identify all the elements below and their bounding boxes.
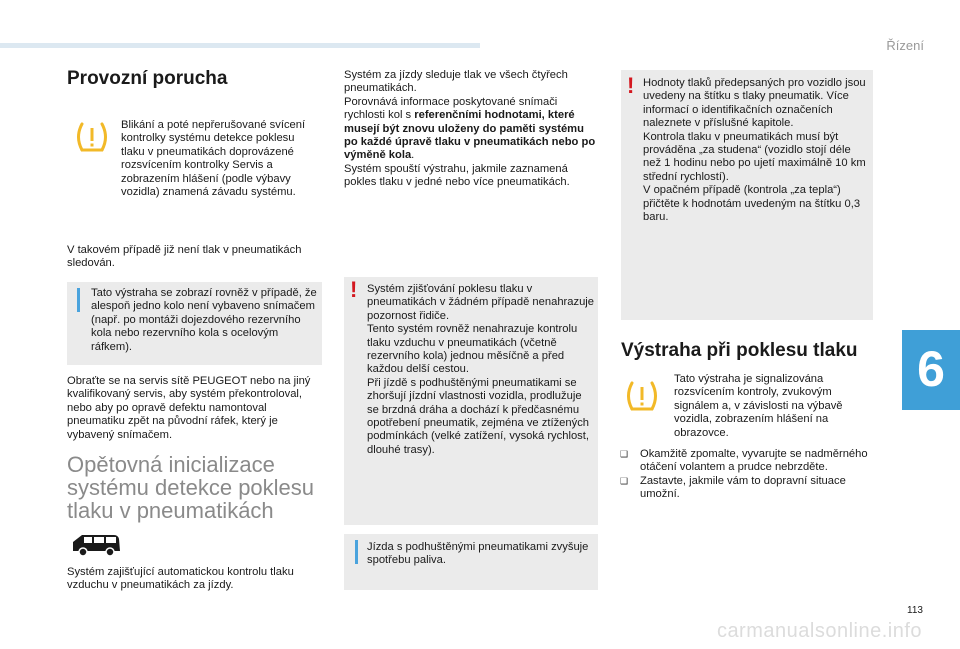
system-monitors-text: Systém za jízdy sleduje tlak ve všech čtyřech pneumatikách. <box>344 69 568 95</box>
section-title: Řízení <box>886 38 924 53</box>
list-item: ❑ Okamžitě zpomalte, vyvarujte se nadměrného otáčení volantem a prudce nebrzděte. <box>620 448 870 475</box>
pressure-drop-warning-text: Tato výstraha je signalizována rozsvícením kontroly, zvukovým signálem a, v závislosti na výbavě vozidla, zobrazením hlášení na obrazovce. <box>674 373 843 439</box>
reference-values-bold: referenčními hodnotami, které musejí být znovu uloženy do paměti systému po každé úpravě tlaku v pneumatikách nebo po výměně kola <box>344 109 596 162</box>
pressure-drop-title: Výstraha při poklesu tlaku <box>621 340 858 361</box>
list-item: ❑ Zastavte, jakmile vám to dopravní situace umožní. <box>620 475 870 502</box>
watermark: carmanualsonline.info <box>716 620 922 642</box>
auto-check-text: Systém zajišťující automatickou kontrolu tlaku vzduchu v pneumatikách za jízdy. <box>67 566 294 592</box>
reinit-title: Opětovná inicializace systému detekce poklesu tlaku v pneumatikách <box>67 452 315 523</box>
info-box-left-text: Tato výstraha se zobrazí rovněž v případě, že alespoň jedno kolo není vybaveno snímačem (např. po montáži dojezdového rezervního kola nebo rezervního kola s ocelovým ráfkem). <box>91 287 317 353</box>
exclamation-icon: ! <box>350 277 358 302</box>
van-silhouette-icon <box>70 532 122 558</box>
info-box-middle-text: Jízda s podhuštěnými pneumatikami zvyšuje spotřebu paliva. <box>367 541 589 567</box>
action-bullets <box>620 448 870 502</box>
warning-box-middle-text: Systém zjišťování poklesu tlaku v pneumatikách v žádném případě nenahrazuje pozornost řidiče. Tento systém rovněž nenahrazuje kontrolu tlaku vzduchu v pneumatikách (včetně rezervního kola) jednou měsíčně a před každou delší cestou. Při jízdě s podhuštěnými pneumatikami se zhoršují jízdní vlastnosti vozidla, prodlužuje se brzdná dráha a dochází k předčasnému opotřebení pneumatik, zejména ve ztížených podmínkách (velké zatížení, vysoká rychlost, dlouhé trasy). <box>367 283 595 456</box>
system-description <box>344 69 598 190</box>
tyre-pressure-warning-icon <box>623 380 661 412</box>
system-alert-text: Systém spouští výstrahu, jakmile zaznamená pokles tlaku v jedné nebo více pneumatikách. <box>344 162 570 189</box>
header-bar <box>0 43 480 48</box>
tyre-pressure-warning-icon <box>73 121 111 153</box>
contact-service-text: Obraťte se na servis sítě PEUGEOT nebo na jiný kvalifikovaný servis, aby systém překontroloval, nebo aby po opravě defektu namontoval pneumatiku zpět na původní ráfek, který je vybavený snímačem. <box>67 375 311 441</box>
info-bar-icon <box>77 288 80 312</box>
compares-end: . <box>411 149 415 162</box>
compares-intro: Porovnává informace poskytované snímači rychlosti kol s <box>344 95 558 122</box>
system-compares-text <box>344 96 598 163</box>
not-monitored-text: V takovém případě již není tlak v pneumatikách sledován. <box>67 244 302 270</box>
fault-warning-text: Blikání a poté nepřerušované svícení kontrolky systému detekce poklesu tlaku v pneumatikách doprovázené rozsvícením kontrolky Servis a zobrazením hlášení (podle výbavy vozidla) znamená závadu systému. <box>121 119 306 199</box>
warning-box-right-text: Hodnoty tlaků předepsaných pro vozidlo jsou uvedeny na štítku s tlaky pneumatik. Více informací o identifikačních označeních naleznete v příslušné kapitole. Kontrola tlaku v pneumatikách musí být prováděna „za studena“ (vozidlo stojí déle než 1 hodinu nebo po ujetí maximálně 10 km střední rychlostí). V opačném případě (kontrola „za tepla“) přičtěte k hodnotám uvedeným na štítku 0,3 baru. <box>643 77 866 224</box>
page-number: 113 <box>907 605 923 616</box>
operating-fault-title: Provozní porucha <box>67 68 228 89</box>
chapter-number: 6 <box>917 341 945 397</box>
exclamation-icon: ! <box>627 73 635 98</box>
info-bar-icon <box>355 540 358 564</box>
